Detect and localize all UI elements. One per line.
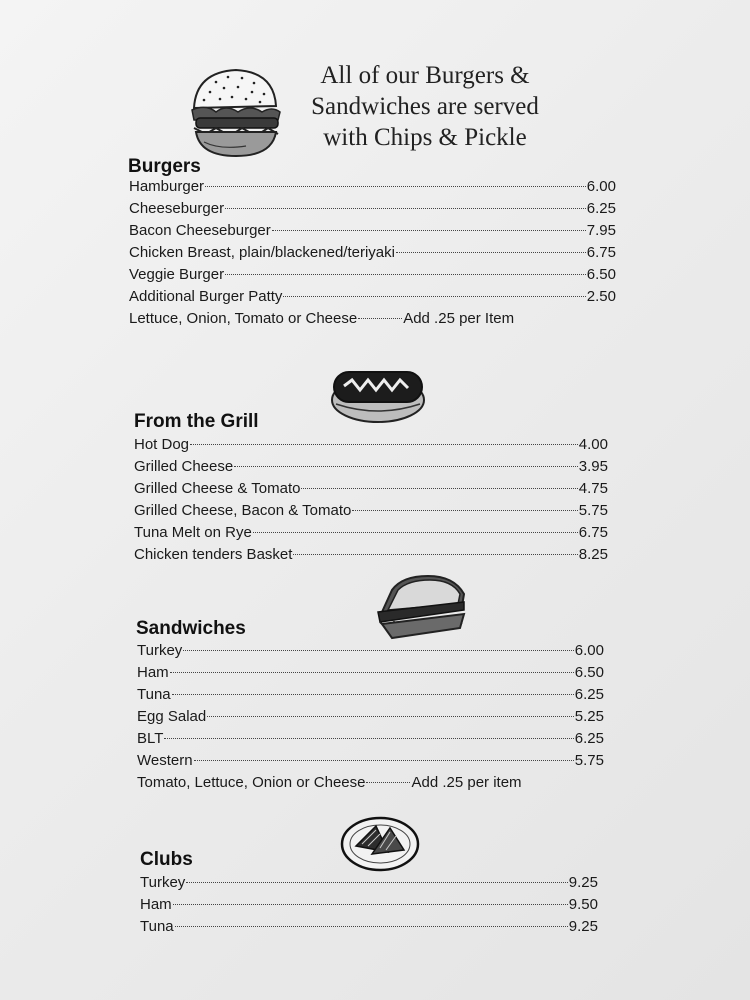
item-name: Chicken tenders Basket (134, 546, 293, 563)
item-name: Tuna Melt on Rye (134, 524, 252, 541)
header-note (290, 60, 560, 153)
menu-item (137, 642, 604, 664)
header-line-1: All of our Burgers & (320, 62, 530, 89)
item-price: 9.50 (568, 896, 598, 913)
hot-dog-icon (330, 360, 426, 426)
item-price: 6.25 (574, 730, 604, 747)
menu-item (137, 752, 604, 774)
section-title-clubs: Clubs (140, 849, 193, 870)
section-title-sandwiches: Sandwiches (136, 618, 246, 639)
grill-list (134, 436, 608, 568)
item-name: Grilled Cheese (134, 458, 234, 475)
menu-item (134, 480, 608, 502)
item-price: 7.95 (586, 222, 616, 239)
menu-item (129, 178, 616, 200)
addon-note (129, 310, 616, 332)
addon-name: Lettuce, Onion, Tomato or Cheese (129, 310, 358, 327)
addon-price: Add .25 per Item (403, 310, 515, 327)
sandwich-icon (372, 572, 470, 644)
menu-item (137, 664, 604, 686)
item-name: Grilled Cheese, Bacon & Tomato (134, 502, 352, 519)
item-name: Bacon Cheeseburger (129, 222, 271, 239)
item-name: Turkey (140, 874, 186, 891)
item-price: 6.25 (586, 200, 616, 217)
item-price: 5.75 (578, 502, 608, 519)
item-name: Hamburger (129, 178, 205, 195)
sandwiches-list (137, 642, 604, 796)
item-price: 5.25 (574, 708, 604, 725)
addon-name: Tomato, Lettuce, Onion or Cheese (137, 774, 366, 791)
burgers-list (129, 178, 616, 332)
header-line-2: Sandwiches are served (311, 93, 539, 120)
club-sandwich-icon (340, 816, 420, 872)
section-title-burgers: Burgers (128, 156, 201, 177)
item-name: Cheeseburger (129, 200, 225, 217)
item-price: 8.25 (578, 546, 608, 563)
item-name: Ham (137, 664, 169, 681)
item-price: 9.25 (568, 918, 598, 935)
item-name: Veggie Burger (129, 266, 225, 283)
clubs-list (140, 874, 598, 940)
menu-item (129, 222, 616, 244)
item-price: 6.00 (574, 642, 604, 659)
item-price: 6.50 (574, 664, 604, 681)
item-price: 6.50 (586, 266, 616, 283)
menu-item (129, 266, 616, 288)
item-price: 4.00 (578, 436, 608, 453)
addon-note (137, 774, 604, 796)
item-name: Additional Burger Patty (129, 288, 283, 305)
item-name: Ham (140, 896, 172, 913)
burger-icon (186, 68, 284, 158)
item-name: Hot Dog (134, 436, 190, 453)
item-price: 9.25 (568, 874, 598, 891)
menu-item (140, 896, 598, 918)
section-title-grill: From the Grill (134, 411, 259, 432)
menu-item (134, 458, 608, 480)
menu-item (140, 874, 598, 896)
item-name: Egg Salad (137, 708, 207, 725)
item-name: BLT (137, 730, 164, 747)
item-price: 2.50 (586, 288, 616, 305)
menu-item (134, 502, 608, 524)
menu-item (129, 288, 616, 310)
item-name: Turkey (137, 642, 183, 659)
menu-item (129, 244, 616, 266)
menu-item (137, 730, 604, 752)
header-line-3: with Chips & Pickle (323, 124, 527, 151)
menu-item (134, 524, 608, 546)
item-name: Tuna (140, 918, 174, 935)
menu-item (134, 546, 608, 568)
item-price: 3.95 (578, 458, 608, 475)
addon-price: Add .25 per item (411, 774, 522, 791)
item-price: 6.75 (578, 524, 608, 541)
item-name: Grilled Cheese & Tomato (134, 480, 301, 497)
menu-item (137, 686, 604, 708)
item-price: 4.75 (578, 480, 608, 497)
menu-item (137, 708, 604, 730)
menu-item (129, 200, 616, 222)
item-name: Tuna (137, 686, 171, 703)
item-name: Chicken Breast, plain/blackened/teriyaki (129, 244, 395, 261)
menu-item (134, 436, 608, 458)
item-price: 6.75 (586, 244, 616, 261)
menu-item (140, 918, 598, 940)
item-price: 6.00 (586, 178, 616, 195)
item-price: 6.25 (574, 686, 604, 703)
item-price: 5.75 (574, 752, 604, 769)
item-name: Western (137, 752, 193, 769)
